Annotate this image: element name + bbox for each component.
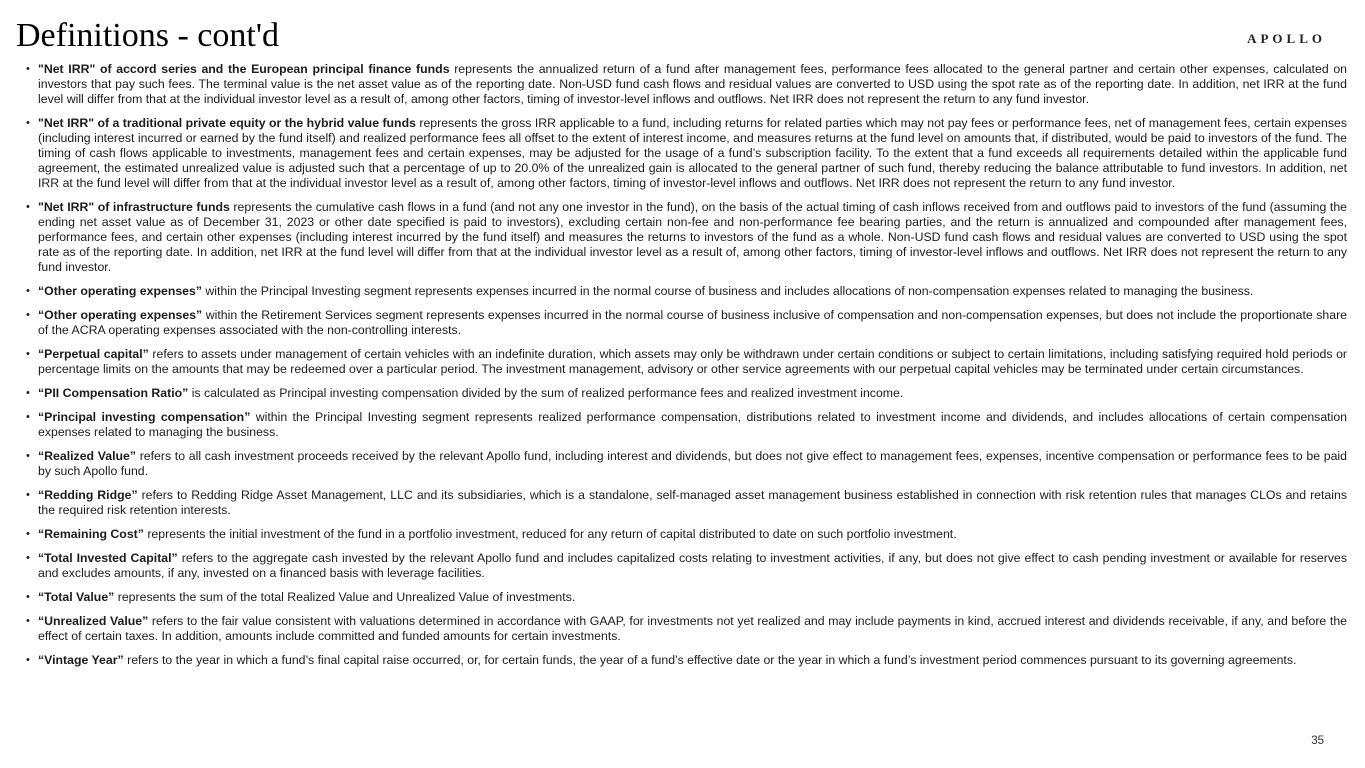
definition-item [25, 308, 1347, 338]
bullet-icon: • [26, 411, 30, 423]
definition-term: “Perpetual capital” [38, 347, 153, 361]
definition-text: refers to assets under management of certain vehicles with an indefinite duration, which assets may only be withdrawn under certain conditions or subject to certain limitations, including satisfying required hold periods or percentage limits on the amounts that may be redeemed over a particular period. The investment management, advisory or other service agreements with our perpetual capital vehicles may be terminated under certain circumstances. [38, 347, 1348, 376]
definition-item [25, 653, 1347, 668]
definition-text: within the Retirement Services segment represents expenses incurred in the normal course of business inclusive of compensation and non-compensation expenses, but does not include the proportionate share of the ACRA operating expenses associated with the non-controlling interests. [38, 308, 1348, 337]
definition-term: "Net IRR" of accord series and the European principal finance funds [38, 62, 455, 76]
definition-text: within the Principal Investing segment represents realized performance compensation, distributions related to investment income and dividends, and includes allocations of certain compensation expenses related to managing the business. [38, 410, 1347, 439]
definition-text: represents the initial investment of the fund in a portfolio investment, reduced for any return of capital distributed to date on such portfolio investment. [147, 527, 957, 541]
definition-text: refers to the fair value consistent with valuations determined in accordance with GAAP, for investments not yet realized and may include payments in kind, accrued interest and dividends receivable, if any, and before the effect of certain taxes. In addition, amounts include committed and funded amounts for certain investments. [38, 614, 1347, 643]
definition-item [25, 200, 1347, 275]
definition-item [25, 116, 1347, 191]
definition-text: is calculated as Principal investing compensation divided by the sum of realized performance fees and realized investment income. [191, 386, 904, 400]
page-title: Definitions - cont'd [16, 17, 279, 54]
bullet-icon: • [26, 348, 30, 360]
definitions-list [25, 62, 1347, 677]
definition-term: “Principal investing compensation” [38, 410, 256, 424]
definition-term: “Other operating expenses” [38, 308, 206, 322]
definition-item [25, 386, 1347, 401]
bullet-icon: • [26, 387, 30, 399]
bullet-icon: • [26, 528, 30, 540]
definition-text: refers to the year in which a fund’s final capital raise occurred, or, for certain funds, the year of a fund’s effective date or the year in which a fund’s investment period commences pursuant to its governing agreements. [127, 653, 1297, 667]
bullet-icon: • [26, 615, 30, 627]
definition-text: represents the cumulative cash flows in a fund (and not any one investor in the fund), on the basis of the actual timing of cash inflows received from and outflows paid to investors of the fund (assuming the ending net asset value as of December 31, 2023 or other date specified is paid to investors), excluding certain non-fee and non-performance fee bearing parties, and the return is annualized and compounded after management fees, performance fees, and certain other expenses (including interest incurred by the fund itself) and measures the returns to investors of the fund as a whole. Non-USD fund cash flows and residual values are converted to USD using the spot rate as of the reporting date. In addition, net IRR at the fund level will differ from that at the individual investor level as a result of, among other factors, timing of investor-level inflows and outflows. Net IRR does not represent the return to any fund investor. [38, 200, 1347, 274]
bullet-icon: • [26, 450, 30, 462]
definition-term: “Total Invested Capital” [38, 551, 182, 565]
definition-item [25, 62, 1347, 107]
definition-item [25, 449, 1347, 479]
definition-item [25, 590, 1347, 605]
definition-term: “Redding Ridge” [38, 488, 142, 502]
definition-text: represents the annualized return of a fund after management fees, performance fees allocated to the general partner and certain other expenses, calculated on investors that pay such fees. The terminal value is the net asset value as of the reporting date. Non-USD fund cash flows and residual values are converted to USD using the spot rate as of the reporting date. In addition, net IRR at the fund level will differ from that at the individual investor level as a result of, among other factors, timing of investor-level inflows and outflows. Net IRR does not represent the return to any fund investor. [38, 62, 1347, 106]
definition-term: “Unrealized Value” [38, 614, 152, 628]
bullet-icon: • [26, 117, 30, 129]
definition-item [25, 410, 1347, 440]
definition-text: refers to the aggregate cash invested by the relevant Apollo fund and includes capitalized costs relating to investment activities, if any, but does not give effect to cash pending investment or available for reserves and excludes amounts, if any, invested on a financed basis with leverage facilities. [38, 551, 1347, 580]
definition-text: represents the sum of the total Realized Value and Unrealized Value of investments. [117, 590, 576, 604]
apollo-logo: APOLLO [1247, 31, 1326, 46]
bullet-icon: • [26, 489, 30, 501]
bullet-icon: • [26, 552, 30, 564]
definition-item [25, 551, 1347, 581]
definition-item [25, 614, 1347, 644]
definition-term: “Total Value” [38, 590, 118, 604]
definition-term: “PII Compensation Ratio” [38, 386, 192, 400]
definition-term: “Vintage Year” [38, 653, 128, 667]
bullet-icon: • [26, 285, 30, 297]
definition-term: "Net IRR" of infrastructure funds [38, 200, 234, 214]
definition-text: refers to all cash investment proceeds received by the relevant Apollo fund, including interest and dividends, but does not give effect to management fees, expenses, incentive compensation or performance fees to be paid by such Apollo fund. [38, 449, 1347, 478]
bullet-icon: • [26, 309, 30, 321]
definition-text: represents the gross IRR applicable to a fund, including returns for related parties which may not pay fees or performance fees, net of management fees, certain expenses (including interest incurred or earned by the fund itself) and realized performance fees all offset to the extent of interest income, and measures returns at the fund level on amounts that, if distributed, would be paid to investors of the fund. The timing of cash flows applicable to investments, management fees and certain expenses, may be adjusted for the usage of a fund’s subscription facility. To the extent that a fund exceeds all requirements detailed within the applicable fund agreement, the estimated unrealized value is adjusted such that a percentage of up to 20.0% of the unrealized gain is allocated to the general partner of such fund, thereby reducing the balance attributable to fund investors. In addition, net IRR at the fund level will differ from that at the individual investor level as a result of, among other factors, timing of investor-level inflows and outflows. Net IRR does not represent the return to any fund investor. [38, 116, 1347, 190]
bullet-icon: • [26, 654, 30, 666]
definition-item [25, 488, 1347, 518]
definition-term: “Remaining Cost” [38, 527, 148, 541]
definition-term: “Other operating expenses” [38, 284, 206, 298]
definition-text: within the Principal Investing segment represents expenses incurred in the normal course of business and includes allocations of non-compensation expenses related to managing the business. [205, 284, 1254, 298]
definition-term: "Net IRR" of a traditional private equity or the hybrid value funds [38, 116, 420, 130]
bullet-icon: • [26, 63, 30, 75]
definition-text: refers to Redding Ridge Asset Management, LLC and its subsidiaries, which is a standalone, self-managed asset management business established in connection with risk retention rules that manages CLOs and retains the required risk retention interests. [38, 488, 1347, 517]
definition-item [25, 284, 1347, 299]
bullet-icon: • [26, 201, 30, 213]
definition-item [25, 527, 1347, 542]
bullet-icon: • [26, 591, 30, 603]
page-number: 35 [1311, 735, 1324, 747]
definition-item [25, 347, 1347, 377]
definition-term: “Realized Value” [38, 449, 140, 463]
